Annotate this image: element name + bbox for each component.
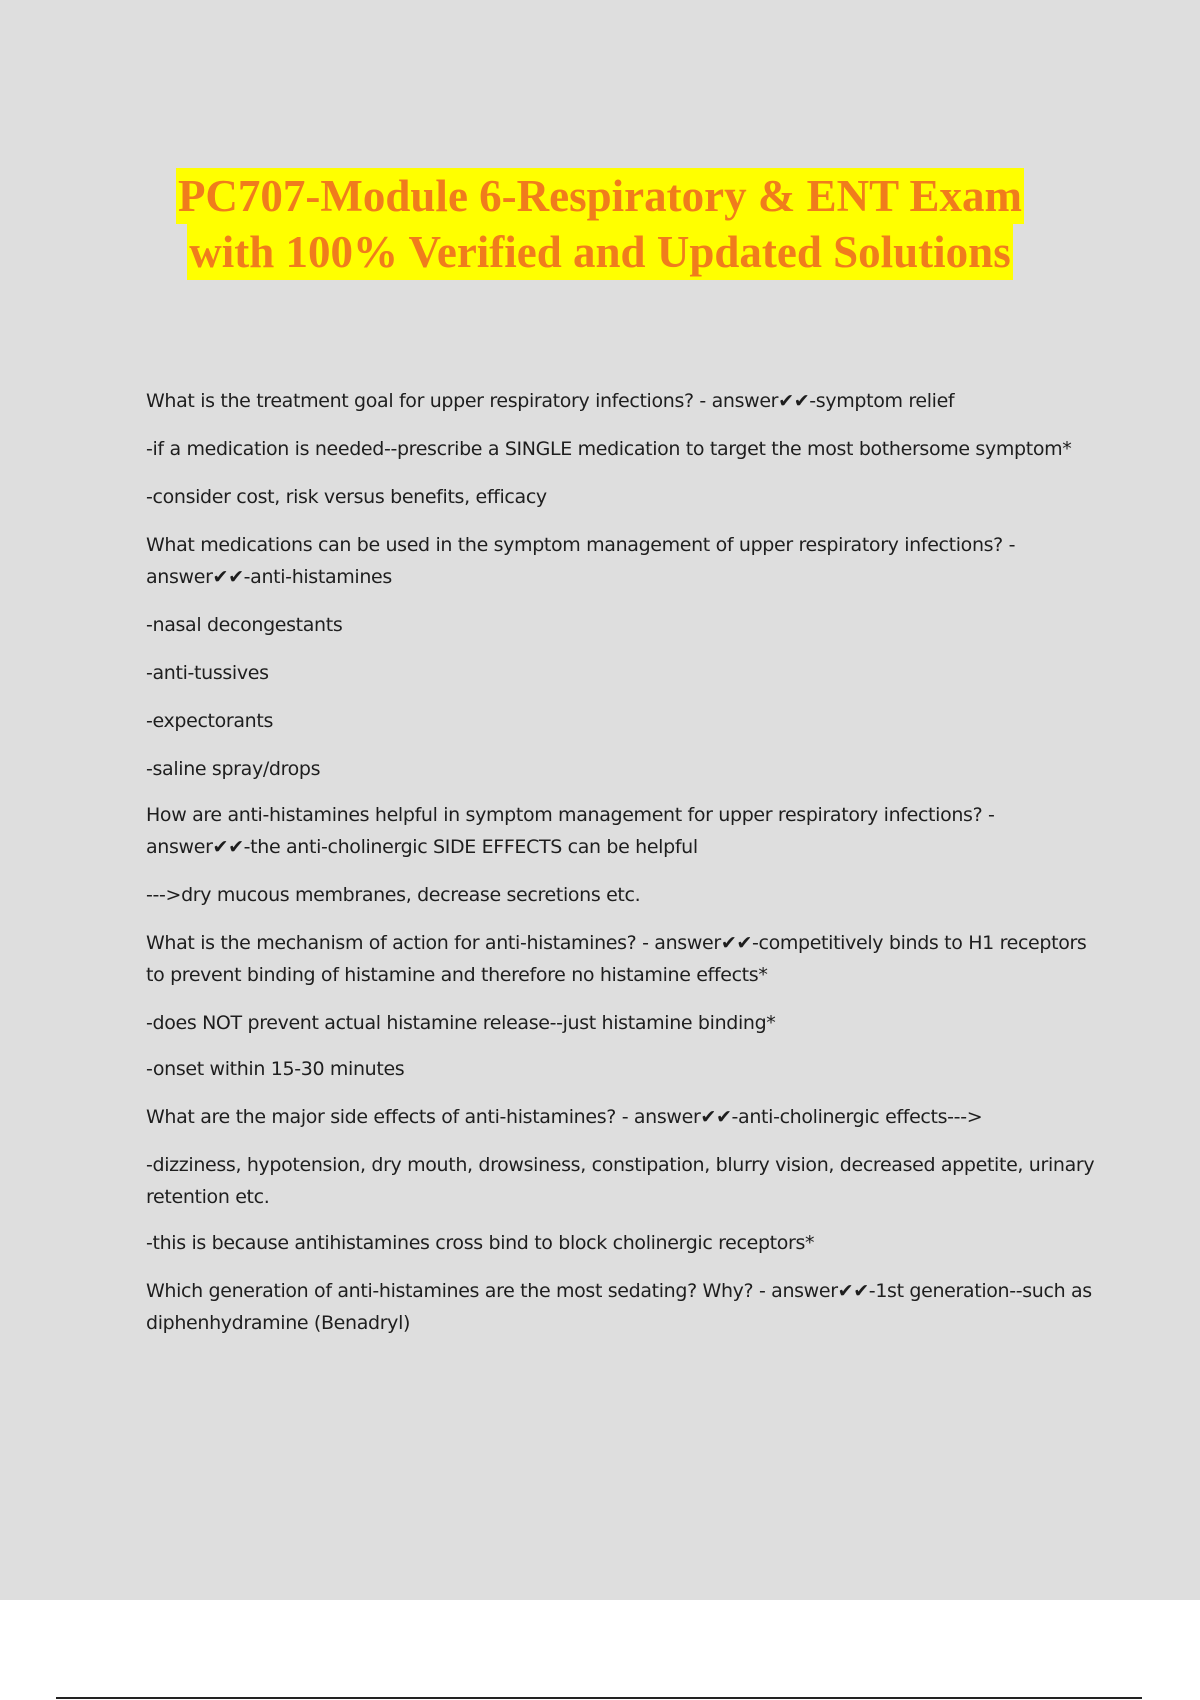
- question-paragraph: Which generation of anti-histamines are the most sedating? Why? - answer✔✔-1st generation--such as diphenhydramine (Benadryl): [146, 1280, 1092, 1334]
- question-paragraph: What is the treatment goal for upper respiratory infections? - answer✔✔-symptom relief: [146, 390, 955, 412]
- document-body: [146, 385, 1096, 1355]
- answer-paragraph: -this is because antihistamines cross bind to block cholinergic receptors*: [146, 1232, 815, 1254]
- answer-paragraph: -does NOT prevent actual histamine release--just histamine binding*: [146, 1012, 776, 1034]
- answer-paragraph: -if a medication is needed--prescribe a SINGLE medication to target the most bothersome symptom*: [146, 438, 1072, 460]
- question-paragraph: What are the major side effects of anti-histamines? - answer✔✔-anti-cholinergic effects--->: [146, 1106, 983, 1128]
- answer-paragraph: -consider cost, risk versus benefits, efficacy: [146, 486, 547, 508]
- answer-paragraph: -anti-tussives: [146, 662, 269, 684]
- answer-paragraph: --->dry mucous membranes, decrease secretions etc.: [146, 884, 641, 906]
- answer-paragraph: -saline spray/drops: [146, 758, 321, 780]
- title-line-2: with 100% Verified and Updated Solutions: [187, 224, 1012, 280]
- question-paragraph: What medications can be used in the symptom management of upper respiratory infections? - answer✔✔-anti-histamines: [146, 534, 1016, 588]
- title-line-1: PC707-Module 6-Respiratory & ENT Exam: [176, 168, 1024, 224]
- answer-paragraph: -expectorants: [146, 710, 274, 732]
- answer-paragraph: -nasal decongestants: [146, 614, 343, 636]
- question-paragraph: What is the mechanism of action for anti-histamines? - answer✔✔-competitively binds to H1 receptors to prevent binding of histamine and therefore no histamine effects*: [146, 932, 1087, 986]
- question-paragraph: How are anti-histamines helpful in symptom management for upper respiratory infections? - answer✔✔-the anti-cholinergic SIDE EFFECTS can be helpful: [146, 804, 995, 858]
- document-title: [0, 168, 1200, 280]
- footer-divider: [56, 1697, 1142, 1699]
- answer-paragraph: -dizziness, hypotension, dry mouth, drowsiness, constipation, blurry vision, decreased appetite, urinary retention etc.: [146, 1154, 1095, 1208]
- answer-paragraph: -onset within 15-30 minutes: [146, 1058, 405, 1080]
